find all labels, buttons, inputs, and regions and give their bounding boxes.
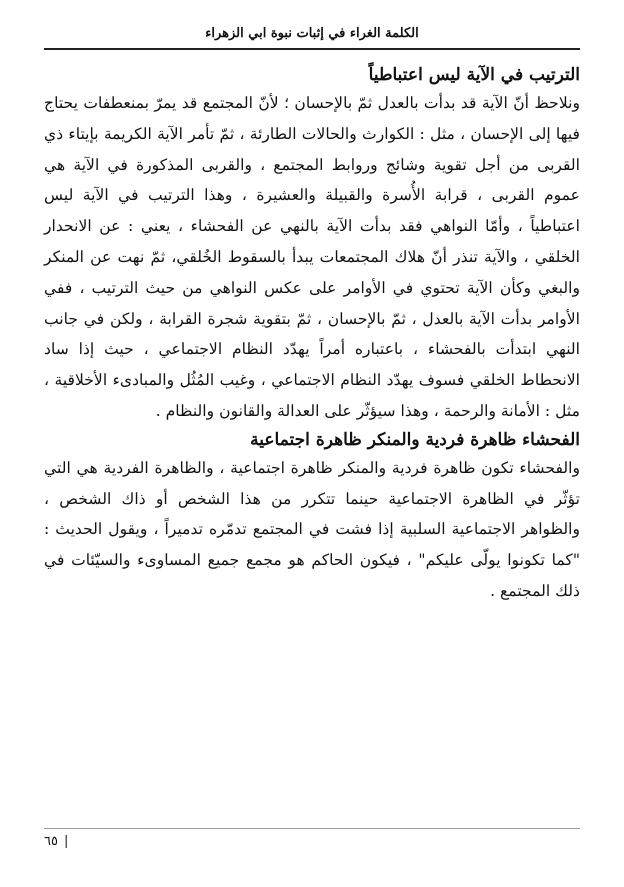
section-heading-fahsha: الفحشاء ظاهرة فردية والمنكر ظاهرة اجتماعية (250, 429, 580, 450)
page-number (44, 832, 68, 852)
page-number-value: ٦٥ (44, 834, 58, 849)
running-header: الكلمة الغراء في إثبات نبوة ابي الزهراء (205, 26, 419, 41)
footer-rule (44, 828, 580, 829)
section-heading-arrangement: الترتيب في الآية ليس اعتباطياً (368, 65, 580, 85)
section-paragraph-fahsha: والفحشاء تكون ظاهرة فردية والمنكر ظاهرة اجتماعية ، والظاهرة الفردية هي التي تؤثّر في الظاهرة الاجتماعية حينما تتكرر من هذا الشخص أو ذاك الشخص ، والظواهر الاجتماعية السلبية إذا فشت في المجتمع تدمّره تدميراً ، ويقول الحديث : "كما تكونوا يولّى عليكم" ، فيكون الحاكم هو مجمع جميع المساوىء والسيّئات في ذلك المجتمع . (44, 458, 580, 600)
page-content (44, 62, 580, 607)
header-rule (44, 48, 580, 50)
page-number-separator: | (63, 834, 69, 849)
section-paragraph-arrangement: ونلاحظ أنّ الآية قد بدأت بالعدل ثمّ بالإحسان ؛ لأنّ المجتمع قد يمرّ بمنعطفات يحتاج فيها إلى الإحسان ، مثل : الكوارث والحالات الطارئة ، ثمّ تأمر الآية الكريمة بإيتاء ذي القربى من أجل تقوية وشائج وروابط المجتمع ، والقربى المذكورة في الآية هي عموم القربى ، قرابة الأُسرة والقبيلة والعشيرة ، وهذا الترتيب في الآية ليس اعتباطياً ، وأمّا النواهي فقد بدأت الآية بالنهي عن الفحشاء ، يعني : عن الانحدار الخلقي ، والآية تنذر أنّ هلاك المجتمعات يبدأ بالسقوط الخُلقي، ثمّ نهت عن المنكر والبغي وكأن الآية تحتوي في الأوامر على عكس النواهي من حيث الترتيب ، ففي الأوامر بدأت الآية بالعدل ، ثمّ بالإحسان ، ثمّ بتقوية شجرة القرابة ، ولكن في جانب النهي ابتدأت بالفحشاء ، باعتباره أمراً يهدّد النظام الاجتماعي ، حيث إذا ساد الانحطاط الخلقي فسوف يهدّد النظام الاجتماعي ، وغيب المُثُل والمبادىء الأخلاقية ، مثل : الأمانة والرحمة ، وهذا سيؤثّر على العدالة والقانون والنظام . (44, 94, 580, 420)
